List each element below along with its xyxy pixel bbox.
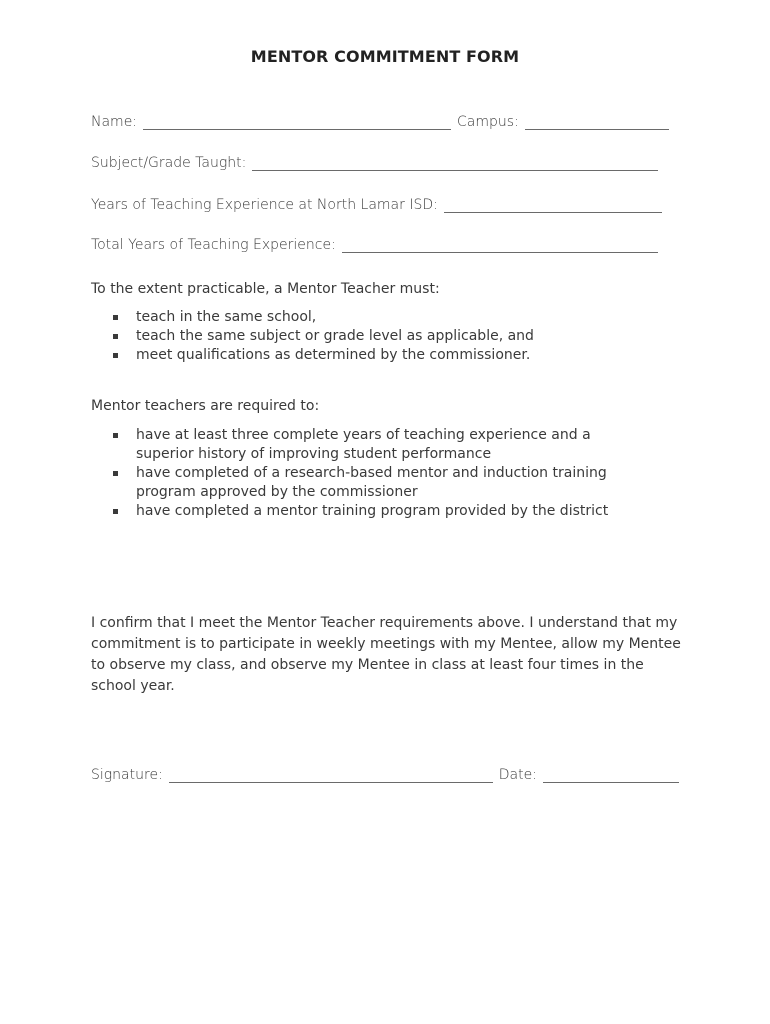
extent-list [113, 308, 673, 365]
bullet-icon [113, 315, 118, 320]
required-intro: Mentor teachers are required to: [91, 398, 320, 414]
bullet-icon [113, 334, 118, 339]
extent-intro: To the extent practicable, a Mentor Teacher must: [91, 281, 440, 297]
name-input-line[interactable] [143, 115, 451, 130]
date-label: Date: [498, 767, 537, 783]
total-years-input-line[interactable] [342, 238, 658, 253]
total-years-row [91, 237, 658, 253]
bullet-icon [113, 433, 118, 438]
bullet-icon [113, 509, 118, 514]
name-row [91, 114, 669, 130]
list-item: meet qualifications as determined by the commissioner. [113, 346, 673, 365]
list-item: have completed of a research-based mentor and induction training program approved by the commissioner [113, 464, 633, 502]
total-years-label: Total Years of Teaching Experience: [91, 237, 336, 253]
campus-input-line[interactable] [525, 115, 669, 130]
confirmation-text: I confirm that I meet the Mentor Teacher requirements above. I understand that my commitment is to participate in weekly meetings with my Mentee, allow my Mentee to observe my class, and observe my Mentee in class at least four times in the school year. [91, 615, 681, 694]
subject-input-line[interactable] [252, 156, 658, 171]
list-item: have completed a mentor training program provided by the district [113, 502, 633, 521]
required-list [113, 426, 633, 521]
bullet-icon [113, 353, 118, 358]
list-item: teach the same subject or grade level as applicable, and [113, 327, 673, 346]
years-nlisd-label: Years of Teaching Experience at North Lamar ISD: [91, 197, 438, 213]
list-item: teach in the same school, [113, 308, 673, 327]
campus-label: Campus: [457, 114, 519, 130]
list-item: have at least three complete years of teaching experience and a superior history of improving student performance [113, 426, 633, 464]
years-nlisd-input-line[interactable] [444, 198, 662, 213]
bullet-icon [113, 471, 118, 476]
years-nlisd-row [91, 197, 662, 213]
signature-row [91, 767, 679, 783]
form-title: MENTOR COMMITMENT FORM [250, 47, 520, 66]
subject-label: Subject/Grade Taught: [91, 155, 247, 171]
name-label: Name: [91, 114, 138, 130]
subject-row [91, 155, 658, 171]
date-input-line[interactable] [543, 768, 679, 783]
signature-input-line[interactable] [169, 768, 493, 783]
signature-label: Signature: [91, 767, 163, 783]
